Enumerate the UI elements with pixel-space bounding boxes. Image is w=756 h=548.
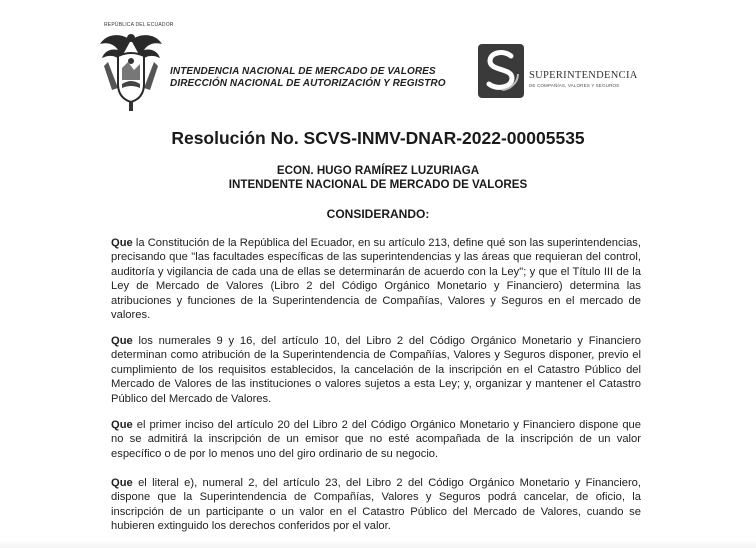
header-line-direccion: DIRECCIÓN NACIONAL DE AUTORIZACIÓN Y REGISTRO [170, 78, 446, 89]
paragraph-4 [111, 476, 641, 534]
paragraph-2 [111, 334, 641, 406]
considerando-heading: CONSIDERANDO: [326, 207, 430, 221]
resolution-title: Resolución No. SCVS-INMV-DNAR-2022-00005535 [171, 128, 585, 148]
paragraph-3 [111, 418, 641, 461]
paragraph-lead: Que [111, 419, 133, 431]
coat-caption: REPÚBLICA DEL ECUADOR [104, 22, 174, 28]
logo-subtitle: DE COMPAÑÍAS, VALORES Y SEGUROS [529, 83, 620, 88]
signatory-name: ECON. HUGO RAMÍREZ LUZURIAGA [276, 164, 480, 177]
ecuador-coat-of-arms-icon [98, 28, 164, 112]
document-header [0, 22, 756, 112]
paragraph-lead: Que [111, 335, 133, 347]
scan-edge [0, 540, 756, 548]
logo-name: SUPERINTENDENCIA [529, 70, 638, 81]
paragraph-text: el literal e), numeral 2, del artículo 23, del Libro 2 del Código Orgánico Monetario y Financiero, dispone que la Superintendencia de Compañías, Valores y Seguros podrá cancelar, de oficio, la inscripción de un participante o un valor en el Catastro Público del Mercado de Valores, cuando se hubieren extinguido los derechos conferidos por el valor. [111, 477, 641, 533]
paragraph-lead: Que [111, 477, 133, 489]
paragraph-text: los numerales 9 y 16, del artículo 10, del Libro 2 del Código Orgánico Monetario y Financiero determinan como atribución de la Superintendencia de Compañías, Valores y Seguros disponer, previo el cumplimiento de los requisitos establecidos, la cancelación de la inscripción en el Catastro Público del Mercado de Valores de las instituciones o valores sujetos a esta Ley; y, organizar y mantener el Catastro Público del Mercado de Valores. [111, 335, 641, 405]
paragraph-lead: Que [111, 237, 133, 249]
paragraph-text: la Constitución de la República del Ecuador, en su artículo 213, define qué son las superintendencias, precisando que "las facultades específicas de las superintendencias y las áreas que requieran del control, auditoría y vigilancia de cada una de ellas se determinarán de acuerdo con la Ley"; y que el Título III de la Ley de Mercado de Valores (Libro 2 del Código Orgánico Monetario y Financiero) determina las atribuciones y funciones de la Superintendencia de Compañías, Valores y Seguros en el mercado de valores. [111, 237, 641, 322]
supercias-logo-icon [478, 44, 524, 98]
header-institution-text [170, 66, 446, 90]
paragraph-1 [111, 236, 641, 322]
signatory-position: INTENDENTE NACIONAL DE MERCADO DE VALORES [228, 178, 528, 191]
paragraph-text: el primer inciso del artículo 20 del Libro 2 del Código Orgánico Monetario y Financiero dispone que no se admitirá la inscripción de un emisor que no esté acompañada de la inscripción de un valor específico o de por lo menos uno del giro ordinario de su negocio. [111, 419, 641, 460]
header-line-intendencia: INTENDENCIA NACIONAL DE MERCADO DE VALORES [170, 66, 436, 77]
